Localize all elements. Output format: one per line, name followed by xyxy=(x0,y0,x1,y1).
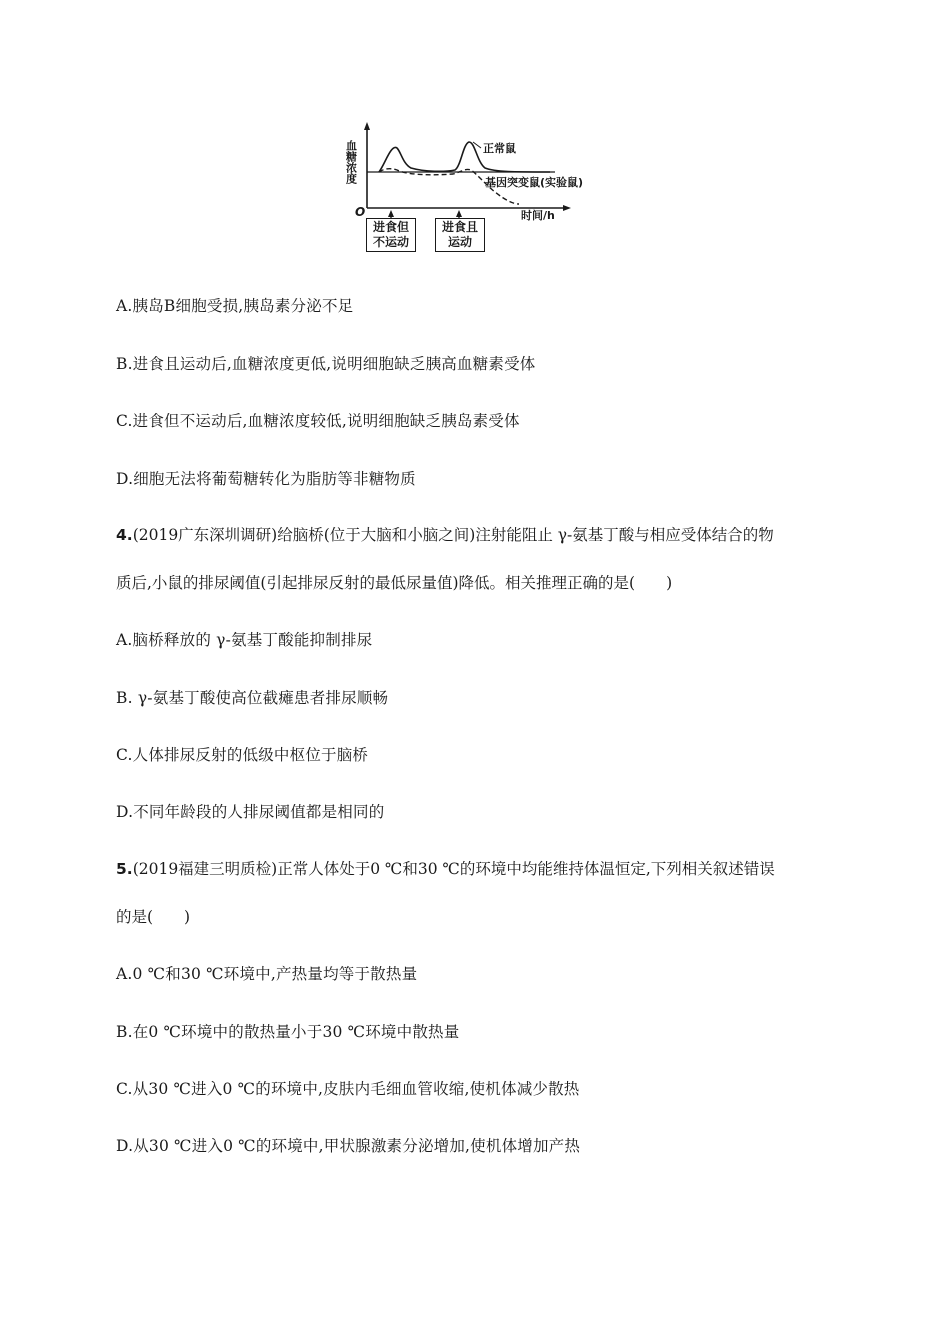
q5-stem-line1 xyxy=(116,857,775,879)
box1-line1: 进食但 xyxy=(372,220,409,234)
q5-option-a: A.0 ℃和30 ℃环境中,产热量均等于散热量 xyxy=(116,965,418,983)
meal-arrow-2-head xyxy=(456,210,462,217)
q4-option-d: D.不同年龄段的人排尿阈值都是相同的 xyxy=(116,803,385,821)
q4-number: 4. xyxy=(116,526,133,544)
box2-line2: 运动 xyxy=(447,235,472,249)
q4-option-b: B. γ-氨基丁酸使高位截瘫患者排尿顺畅 xyxy=(116,689,389,707)
meal-arrow-1-head xyxy=(388,210,394,217)
q4-stem-line2: 质后,小鼠的排尿阈值(引起排尿反射的最低尿量值)降低。相关推理正确的是( ) xyxy=(116,574,673,592)
q5-option-d: D.从30 ℃进入0 ℃的环境中,甲状腺激素分泌增加,使机体增加产热 xyxy=(116,1137,581,1155)
y-axis-label: 血糖浓度 xyxy=(345,140,358,184)
q5-option-b: B.在0 ℃环境中的散热量小于30 ℃环境中散热量 xyxy=(116,1023,460,1041)
blood-glucose-figure xyxy=(345,118,605,258)
box-eat-no-exercise xyxy=(366,218,416,252)
x-axis-arrow xyxy=(563,205,571,211)
q4-option-c: C.人体排尿反射的低级中枢位于脑桥 xyxy=(116,746,369,764)
q3-option-d: D.细胞无法将葡萄糖转化为脂肪等非糖物质 xyxy=(116,470,416,488)
q4-stem-line1 xyxy=(116,523,774,545)
q5-stem-line2: 的是( ) xyxy=(116,908,191,926)
normal-rat-label: 正常鼠 xyxy=(483,142,516,155)
q5-number: 5. xyxy=(116,860,133,878)
x-axis-label: 时间/h xyxy=(521,209,555,222)
mutant-rat-label: 基因突变鼠(实验鼠) xyxy=(485,176,584,189)
q4-option-a: A.脑桥释放的 γ-氨基丁酸能抑制排尿 xyxy=(116,631,373,649)
normal-rat-curve xyxy=(379,142,550,172)
q3-option-c: C.进食但不运动后,血糖浓度较低,说明细胞缺乏胰岛素受体 xyxy=(116,412,520,430)
q3-option-b: B.进食且运动后,血糖浓度更低,说明细胞缺乏胰高血糖素受体 xyxy=(116,355,536,373)
q5-option-c: C.从30 ℃进入0 ℃的环境中,皮肤内毛细血管收缩,使机体减少散热 xyxy=(116,1080,580,1098)
q4-stem-text-1: (2019广东深圳调研)给脑桥(位于大脑和小脑之间)注射能阻止 γ-氨基丁酸与相应受体结合的物 xyxy=(132,526,774,544)
q5-stem-text-1: (2019福建三明质检)正常人体处于0 ℃和30 ℃的环境中均能维持体温恒定,下列相关叙述错误 xyxy=(132,860,775,878)
box-eat-exercise xyxy=(435,218,485,252)
origin-label: O xyxy=(355,205,366,219)
box2-line1: 进食且 xyxy=(441,220,478,234)
box1-line2: 不运动 xyxy=(372,235,409,249)
y-axis-arrow xyxy=(364,122,370,130)
q3-option-a: A.胰岛B细胞受损,胰岛素分泌不足 xyxy=(116,297,354,315)
